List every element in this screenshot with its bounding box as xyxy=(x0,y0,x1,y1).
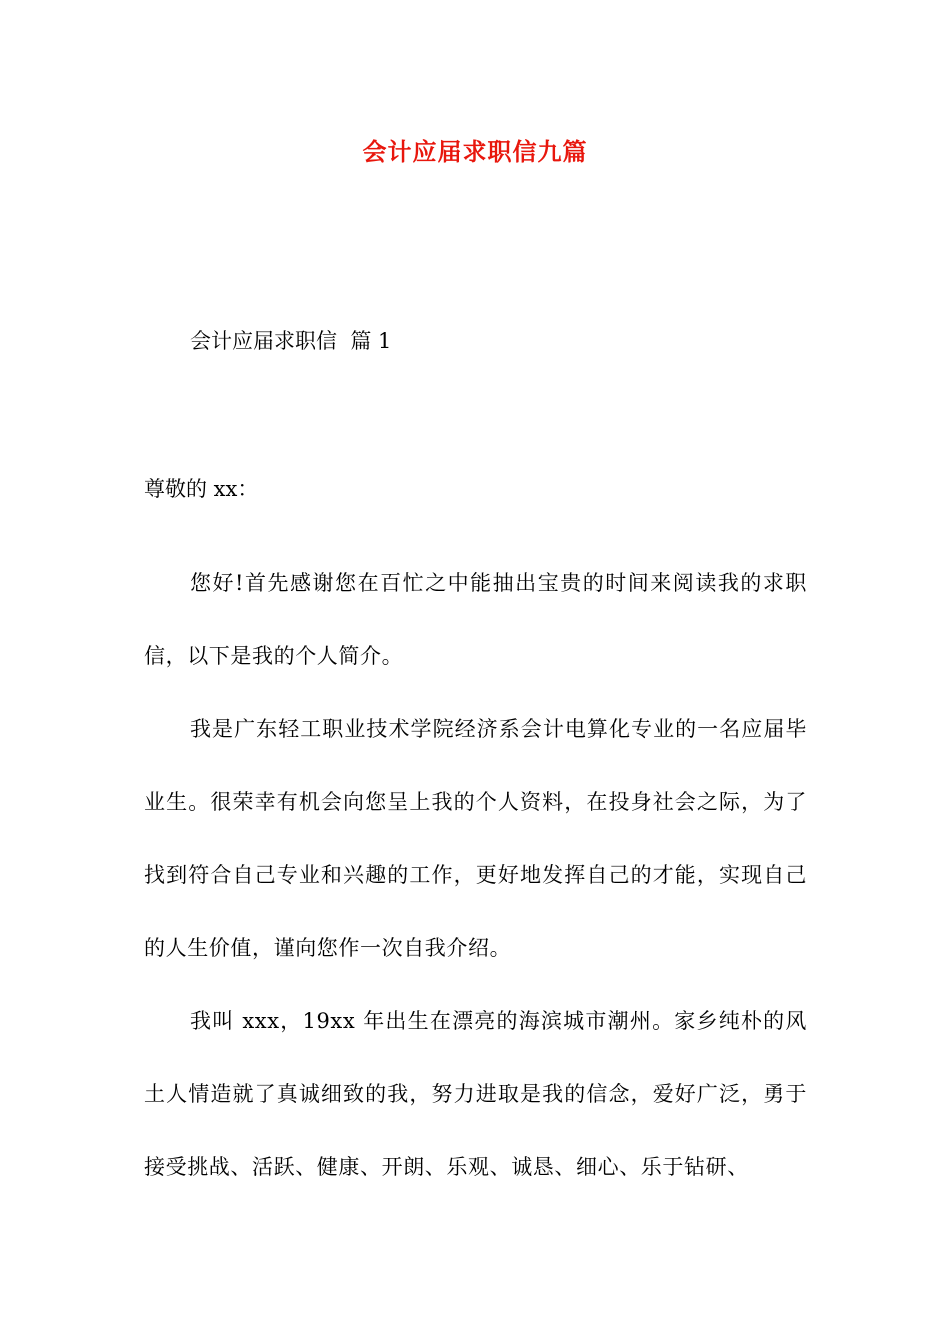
paragraph-background: 我叫 xxx，19xx 年出生在漂亮的海滨城市潮州。家乡纯朴的风土人情造就了真诚细致的我，努力进取是我的信念，爱好广泛，勇于接受挑战、活跃、健康、开朗、乐观、诚恳、细心、乐于钻研、 xyxy=(144,1009,807,1179)
section-heading: 会计应届求职信 篇 1 xyxy=(190,329,392,353)
paragraph-introduction: 我是广东轻工职业技术学院经济系会计电算化专业的一名应届毕业生。很荣幸有机会向您呈上我的个人资料，在投身社会之际，为了找到符合自己专业和兴趣的工作，更好地发挥自己的才能，实现自己的人生价值，谨向您作一次自我介绍。 xyxy=(144,717,807,960)
letter-body xyxy=(144,547,807,1204)
document-title: 会计应届求职信九篇 xyxy=(362,137,588,166)
paragraph-greeting: 您好!首先感谢您在百忙之中能抽出宝贵的时间来阅读我的求职信，以下是我的个人简介。 xyxy=(144,571,807,668)
salutation: 尊敬的 xx： xyxy=(144,477,259,501)
